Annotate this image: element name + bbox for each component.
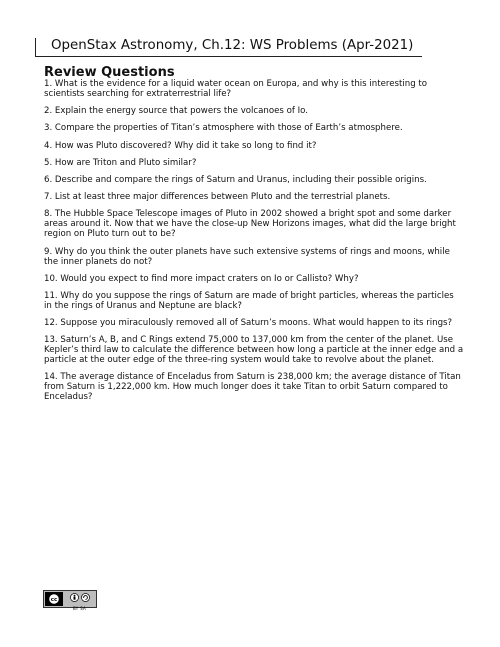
question-item: 9. Why do you think the outer planets have such extensive systems of rings and moons, while the inner planets do not? [44, 246, 450, 267]
question-item: 2. Explain the energy source that powers the volcanoes of Io. [44, 106, 309, 117]
document-header [35, 38, 422, 57]
question-item: 1. What is the evidence for a liquid water ocean on Europa, and why is this interesting to scientists searching for extraterrestrial life? [44, 79, 428, 99]
question-item: 12. Suppose you miraculously removed all of Saturn’s moons. What would happen to its rings? [44, 318, 453, 329]
svg-text:cc: cc [50, 597, 58, 604]
question-list [44, 79, 464, 410]
question-item: 8. The Hubble Space Telescope images of Pluto in 2002 showed a bright spot and some darker areas around it. Now that we have the close-up New Horizons images, what did the large bright region on Pluto turn out to be? [44, 209, 456, 240]
question-item: 7. List at least three major differences between Pluto and the terrestrial planets. [44, 192, 391, 203]
cc-license-badge[interactable] [43, 590, 97, 611]
cc-icon [45, 592, 63, 606]
by-person-icon [70, 587, 79, 606]
question-item: 6. Describe and compare the rings of Saturn and Uranus, including their possible origins. [44, 174, 427, 185]
license-terms [63, 591, 96, 611]
section-heading: Review Questions [44, 65, 175, 80]
document-title: OpenStax Astronomy, Ch.12: WS Problems (Apr-2021) [51, 38, 414, 53]
sa-icon [81, 587, 90, 606]
license-icons [70, 587, 90, 606]
question-item: 13. Saturn’s A, B, and C Rings extend 75,000 to 137,000 km from the center of the planet. Use Kepler’s third law to calculate the difference between how long a particle at the inner edge and a particle at the outer edge of the three-ring system would take to revolve about the planet. [44, 335, 464, 366]
question-item: 10. Would you expect to find more impact craters on Io or Callisto? Why? [44, 273, 359, 284]
question-item: 3. Compare the properties of Titan’s atmosphere with those of Earth’s atmosphere. [44, 123, 403, 134]
license-label: BY SA [72, 606, 87, 611]
question-item: 5. How are Triton and Pluto similar? [44, 157, 197, 168]
question-item: 11. Why do you suppose the rings of Saturn are made of bright particles, whereas the particles in the rings of Uranus and Neptune are black? [44, 290, 454, 311]
question-item: 14. The average distance of Enceladus from Saturn is 238,000 km; the average distance of Titan from Saturn is 1,222,000 km. How much longer does it take Titan to orbit Saturn compared to Enceladus? [44, 372, 461, 403]
question-item: 4. How was Pluto discovered? Why did it take so long to find it? [44, 140, 317, 151]
